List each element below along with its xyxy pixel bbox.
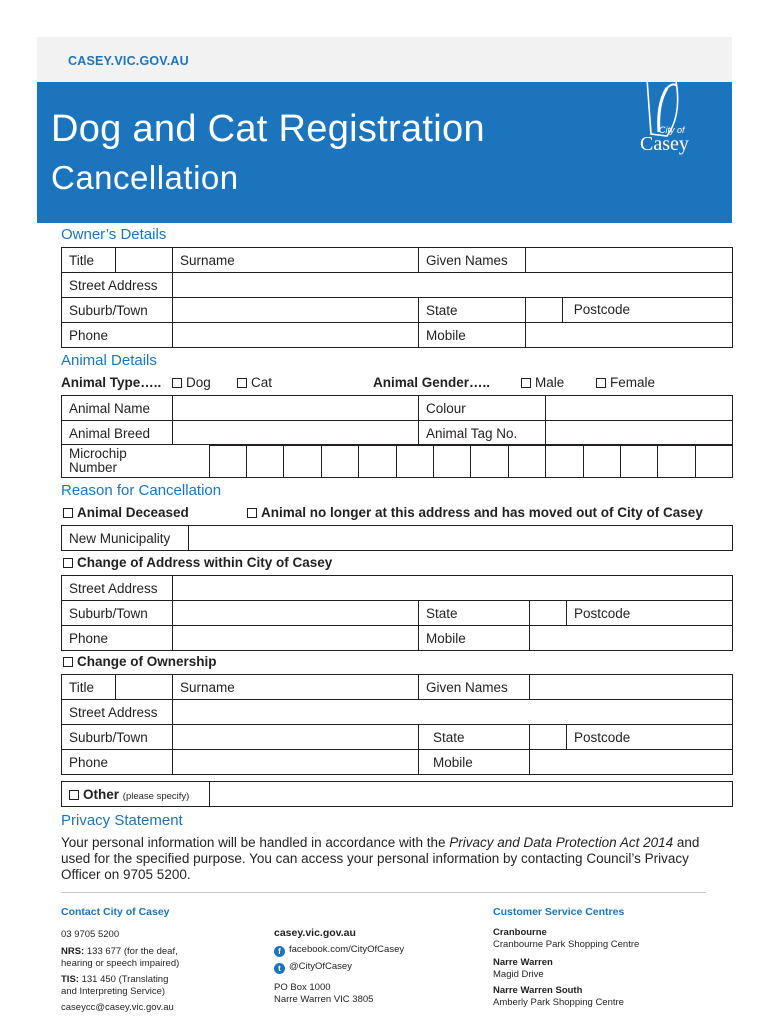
other-hint: (please specify)	[122, 790, 190, 802]
animal-details-table	[61, 395, 733, 446]
microchip-digit-14[interactable]	[696, 445, 733, 478]
new-phone-field[interactable]	[173, 626, 419, 651]
new-state-label: State	[419, 601, 530, 626]
nrs-label: NRS:	[61, 946, 85, 957]
male-option[interactable]	[521, 375, 564, 390]
microchip-label-line2: Number	[69, 460, 118, 475]
animal-deceased-label: Animal Deceased	[77, 505, 189, 520]
title-field[interactable]	[116, 248, 173, 273]
postcode-cell[interactable]	[526, 298, 733, 323]
surname-label[interactable]: Surname	[173, 248, 419, 273]
centre-cranbourne	[493, 927, 639, 951]
logo-name: Casey	[640, 133, 689, 155]
animal-name-label: Animal Name	[62, 396, 173, 421]
centre1-name: Cranbourne	[493, 927, 547, 938]
female-label: Female	[610, 375, 656, 390]
centres-heading: Customer Service Centres	[493, 906, 625, 918]
new-suburb-label: Suburb/Town	[62, 601, 173, 626]
centre-narre-warren-south	[493, 985, 624, 1009]
privacy-text-start: Your personal information will be handled in accordance with the	[61, 835, 450, 850]
new-owner-title-label: Title	[62, 675, 116, 700]
microchip-digit-9[interactable]	[509, 445, 546, 478]
po-box: PO Box 1000	[274, 982, 331, 993]
contact-heading: Contact City of Casey	[61, 906, 170, 918]
new-municipality-label: New Municipality	[62, 526, 189, 551]
privacy-text-end: and used for the specified purpose. You can access your personal information by contacting Council’s Privacy Officer on 9705 5200.	[61, 835, 700, 882]
microchip-digit-10[interactable]	[546, 445, 584, 478]
dog-label: Dog	[186, 375, 211, 390]
microchip-digit-2[interactable]	[247, 445, 284, 478]
microchip-digit-13[interactable]	[658, 445, 696, 478]
tis-info	[61, 974, 168, 998]
new-owner-phone-field[interactable]	[173, 750, 419, 775]
change-ownership-label: Change of Ownership	[77, 654, 217, 669]
microchip-digit-1[interactable]	[210, 445, 247, 478]
other-field[interactable]	[210, 782, 733, 807]
new-owner-street-label: Street Address	[62, 700, 173, 725]
new-municipality-field[interactable]	[189, 526, 733, 551]
twitter-link[interactable]	[274, 961, 352, 974]
female-option[interactable]	[596, 375, 655, 390]
state-label: State	[419, 298, 526, 323]
centre2-name: Narre Warren	[493, 957, 553, 968]
twitter-text: @CityOfCasey	[289, 961, 352, 972]
change-address-label: Change of Address within City of Casey	[77, 555, 333, 570]
postal-address	[274, 982, 373, 1006]
new-owner-street-field[interactable]	[173, 700, 733, 725]
change-address-option[interactable]	[63, 555, 332, 570]
change-ownership-option[interactable]	[63, 654, 217, 669]
logo-city-of: City of	[659, 125, 685, 135]
microchip-table	[61, 444, 733, 478]
footer-website[interactable]: casey.vic.gov.au	[274, 927, 356, 939]
microchip-digit-6[interactable]	[397, 445, 434, 478]
privacy-statement	[61, 835, 721, 883]
animal-deceased-option[interactable]	[63, 505, 189, 520]
owners-details-heading: Owner’s Details	[61, 226, 167, 243]
street-address-field[interactable]	[173, 273, 733, 298]
animal-tag-label: Animal Tag No.	[419, 421, 546, 446]
page-subtitle: Cancellation	[51, 159, 239, 196]
new-suburb-field[interactable]	[173, 601, 419, 626]
reason-heading: Reason for Cancellation	[61, 482, 222, 499]
cat-option[interactable]	[237, 375, 272, 390]
other-checkbox[interactable]	[69, 790, 79, 800]
mobile-label: Mobile	[419, 323, 526, 348]
po-suburb: Narre Warren VIC 3805	[274, 994, 374, 1005]
phone-field[interactable]	[173, 323, 419, 348]
new-owner-surname-label[interactable]: Surname	[173, 675, 419, 700]
animal-details-heading: Animal Details	[61, 352, 157, 369]
dog-checkbox[interactable]	[172, 378, 182, 388]
new-owner-state-label: State	[419, 725, 530, 750]
postcode-label: Postcode	[573, 301, 631, 317]
animal-moved-checkbox[interactable]	[247, 508, 257, 518]
title-banner	[37, 82, 732, 223]
microchip-digit-8[interactable]	[471, 445, 509, 478]
twitter-icon: t	[274, 963, 285, 974]
other-label: Other	[83, 786, 120, 802]
animal-tag-field[interactable]	[546, 421, 733, 446]
nrs-line1: 133 677 (for the deaf,	[84, 946, 178, 957]
centre2-place: Magid Drive	[493, 969, 544, 980]
new-owner-given-names-label: Given Names	[419, 675, 530, 700]
centre3-name: Narre Warren South	[493, 985, 583, 996]
suburb-label: Suburb/Town	[62, 298, 173, 323]
change-address-checkbox[interactable]	[63, 558, 73, 568]
new-owner-mobile-label: Mobile	[419, 750, 530, 775]
animal-breed-label: Animal Breed	[62, 421, 173, 446]
colour-field[interactable]	[546, 396, 733, 421]
phone-label: Phone	[62, 323, 173, 348]
privacy-act-name: Privacy and Data Protection Act 2014	[449, 835, 674, 850]
new-owner-mobile-field[interactable]	[530, 750, 733, 775]
tis-label: TIS:	[61, 974, 79, 985]
new-phone-label: Phone	[62, 626, 173, 651]
new-mobile-field[interactable]	[530, 626, 733, 651]
microchip-digit-3[interactable]	[284, 445, 322, 478]
new-street-address-label: Street Address	[62, 576, 173, 601]
contact-phone[interactable]: 03 9705 5200	[61, 929, 120, 940]
owners-details-table	[61, 247, 733, 348]
other-option[interactable]	[62, 782, 210, 807]
new-mobile-label: Mobile	[419, 626, 530, 651]
facebook-link[interactable]	[274, 944, 404, 957]
page-title: Dog and Cat Registration	[51, 108, 485, 150]
microchip-digit-11[interactable]	[584, 445, 621, 478]
given-names-label: Given Names	[419, 248, 526, 273]
male-checkbox[interactable]	[521, 378, 531, 388]
facebook-text: facebook.com/CityOfCasey	[289, 944, 405, 955]
animal-type-label: Animal Type…..	[61, 375, 162, 390]
nrs-line2: hearing or speech impaired)	[61, 958, 180, 969]
new-owner-given-names-field[interactable]	[530, 675, 733, 700]
microchip-digit-5[interactable]	[359, 445, 397, 478]
new-postcode-label: Postcode	[567, 601, 733, 626]
nrs-info	[61, 946, 179, 970]
other-table	[61, 781, 733, 807]
animal-deceased-checkbox[interactable]	[63, 508, 73, 518]
animal-breed-field[interactable]	[173, 421, 419, 446]
centre-narre-warren	[493, 957, 553, 981]
title-label: Title	[62, 248, 116, 273]
microchip-digit-7[interactable]	[434, 445, 471, 478]
change-ownership-checkbox[interactable]	[63, 657, 73, 667]
new-owner-title-field[interactable]	[116, 675, 173, 700]
new-owner-suburb-field[interactable]	[173, 725, 419, 750]
new-street-address-field[interactable]	[173, 576, 733, 601]
centre3-place: Amberly Park Shopping Centre	[493, 997, 624, 1008]
animal-moved-label: Animal no longer at this address and has moved out of City of Casey	[261, 505, 703, 520]
new-owner-phone-label: Phone	[62, 750, 173, 775]
street-address-label: Street Address	[62, 273, 173, 298]
female-checkbox[interactable]	[596, 378, 606, 388]
given-names-field[interactable]	[526, 248, 733, 273]
new-state-field[interactable]	[530, 601, 567, 626]
new-municipality-table	[61, 525, 733, 551]
tis-line2: and Interpreting Service)	[61, 986, 166, 997]
animal-gender-label: Animal Gender…..	[373, 375, 491, 390]
male-label: Male	[535, 375, 565, 390]
colour-label: Colour	[419, 396, 546, 421]
microchip-label	[62, 445, 210, 478]
change-address-table	[61, 575, 733, 651]
footer-divider	[61, 892, 706, 893]
new-owner-suburb-label: Suburb/Town	[62, 725, 173, 750]
new-owner-postcode-label: Postcode	[567, 725, 733, 750]
microchip-label-line1: Microchip	[69, 446, 127, 461]
suburb-field[interactable]	[173, 298, 419, 323]
new-owner-table	[61, 674, 733, 775]
tis-line1: 131 450 (Translating	[78, 974, 169, 985]
dog-option[interactable]	[172, 375, 211, 390]
privacy-heading: Privacy Statement	[61, 812, 183, 829]
state-field[interactable]	[526, 298, 563, 322]
microchip-digit-4[interactable]	[322, 445, 359, 478]
cat-checkbox[interactable]	[237, 378, 247, 388]
animal-name-field[interactable]	[173, 396, 419, 421]
contact-email[interactable]: caseycc@casey.vic.gov.au	[61, 1002, 174, 1013]
site-url[interactable]: CASEY.VIC.GOV.AU	[68, 54, 189, 68]
new-owner-state-field[interactable]	[530, 725, 567, 750]
animal-moved-option[interactable]	[247, 505, 703, 520]
cat-label: Cat	[251, 375, 273, 390]
centre1-place: Cranbourne Park Shopping Centre	[493, 939, 640, 950]
microchip-digit-12[interactable]	[621, 445, 658, 478]
facebook-icon: f	[274, 946, 285, 957]
mobile-field[interactable]	[526, 323, 733, 348]
